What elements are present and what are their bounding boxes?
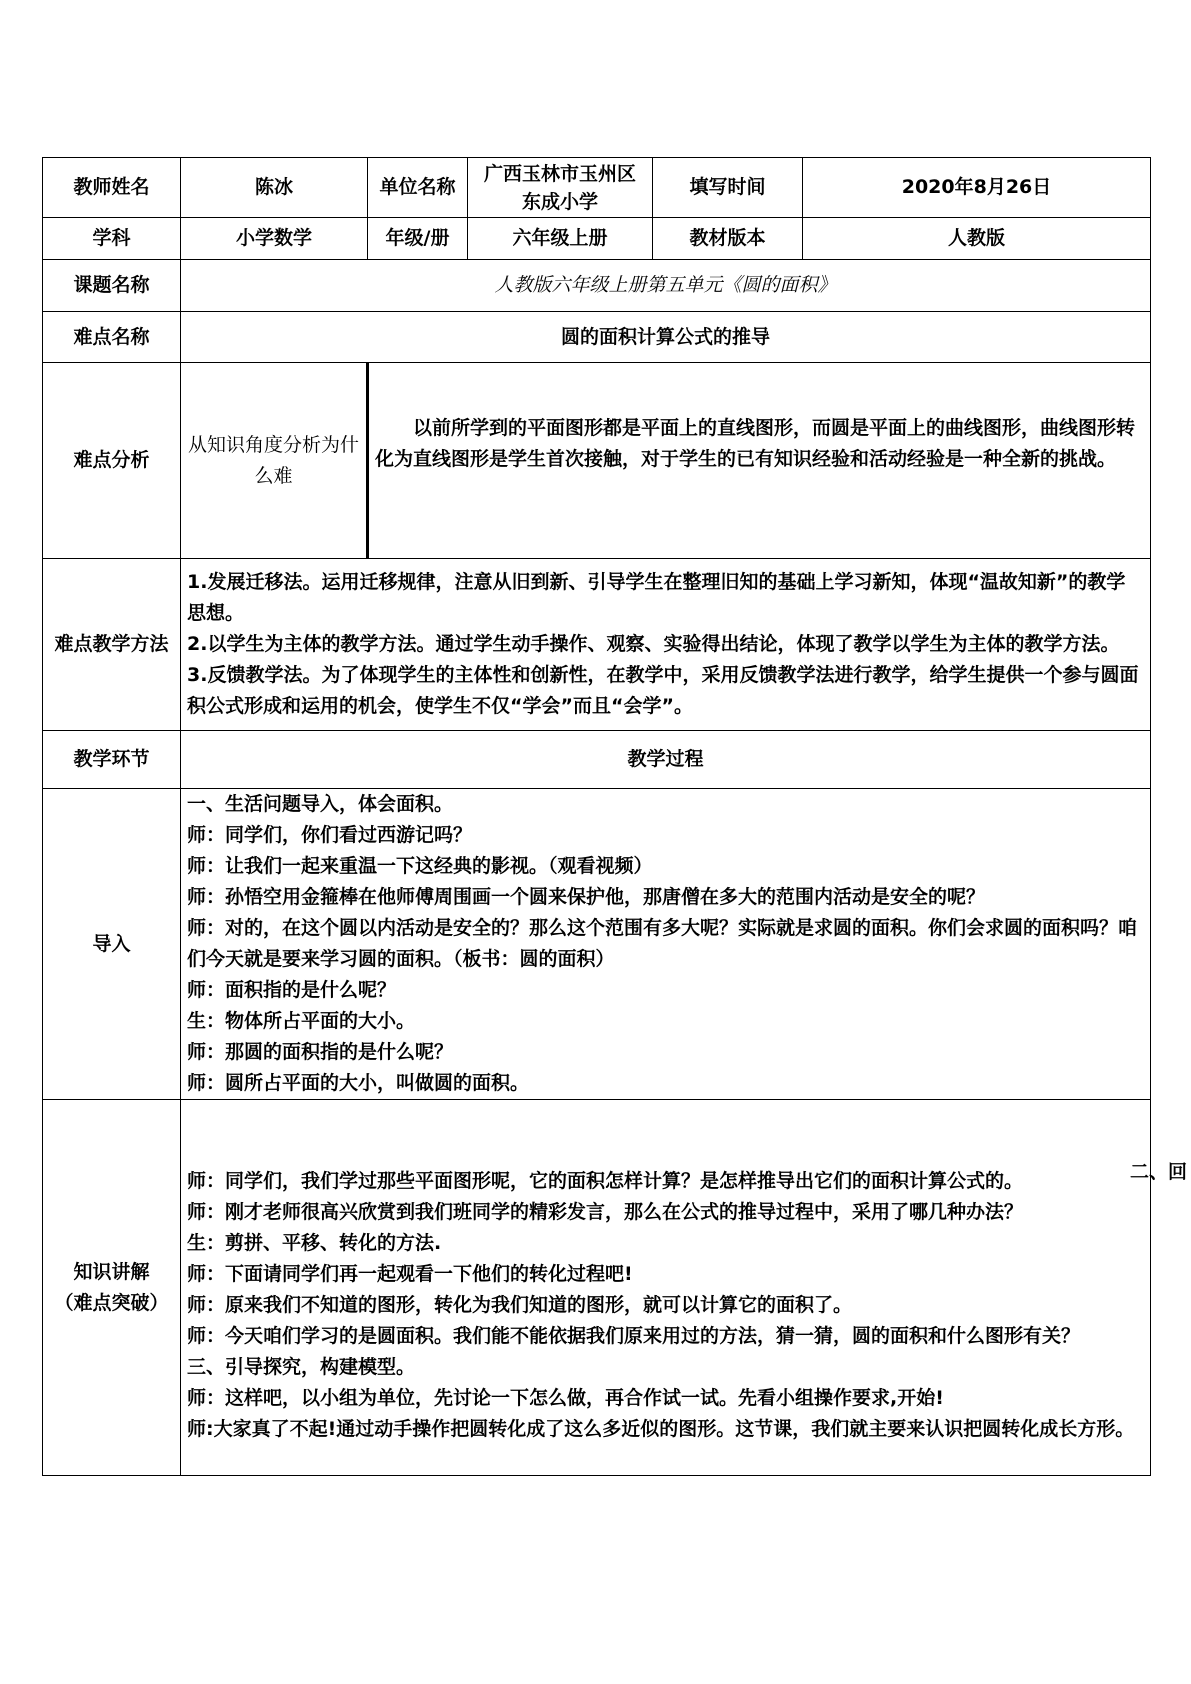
process-header-row (43, 731, 1151, 789)
teacher-value: 陈冰 (181, 158, 368, 218)
intro-line-9: 师：圆所占平面的大小，叫做圆的面积。 (187, 1072, 530, 1094)
knowledge-line-1: 师：同学们，我们学过那些平面图形呢，它的面积怎样计算？是怎样推导出它们的面积计算公式的。 (187, 1170, 1024, 1192)
header-row-2 (43, 218, 1151, 260)
knowledge-line-3: 生：剪拼、平移、转化的方法. (187, 1232, 442, 1254)
topic-value: 人教版六年级上册第五单元《圆的面积》 (181, 260, 1151, 312)
knowledge-line-4: 师：下面请同学们再一起观看一下他们的转化过程吧! (187, 1263, 633, 1285)
intro-line-6: 师：面积指的是什么呢？ (187, 979, 397, 1001)
topic-row (43, 260, 1151, 312)
date-value: 2020年8月26日 (803, 158, 1151, 218)
subject-label: 学科 (43, 218, 181, 260)
analysis-sub-label: 从知识角度分析为什么难 (181, 363, 368, 559)
intro-body (181, 789, 1151, 1100)
analysis-row (43, 363, 1151, 559)
unit-value-line2: 东成小学 (521, 190, 598, 213)
intro-line-4: 师：孙悟空用金箍棒在他师傅周围画一个圆来保护他，那唐僧在多大的范围内活动是安全的呢？ (187, 886, 986, 908)
knowledge-line-5: 师：原来我们不知道的图形，转化为我们知道的图形，就可以计算它的面积了。 (187, 1294, 853, 1316)
intro-label: 导入 (43, 789, 181, 1100)
method-line-1: 1.发展迁移法。运用迁移规律，注意从旧到新、引导学生在整理旧知的基础上学习新知，体现“温故知新”的教学思想。 (187, 571, 1126, 624)
date-label: 填写时间 (653, 158, 803, 218)
knowledge-label-line2: （难点突破） (54, 1291, 169, 1314)
analysis-paragraph: 以前所学到的平面图形都是平面上的直线图形，而圆是平面上的曲线图形，曲线图形转化为直线图形是学生首次接触，对于学生的已有知识经验和活动经验是一种全新的挑战。 (375, 417, 1136, 470)
intro-line-3: 师：让我们一起来重温一下这经典的影视。（观看视频） (187, 855, 653, 877)
intro-line-5: 师：对的，在这个圆以内活动是安全的？那么这个范围有多大呢？实际就是求圆的面积。你们会求圆的面积吗？咱们今天就是要来学习圆的面积。（板书：圆的面积） (187, 917, 1138, 970)
subject-value: 小学数学 (181, 218, 368, 260)
knowledge-line-8: 师：这样吧，以小组为单位，先讨论一下怎么做，再合作试一试。先看小组操作要求,开始! (187, 1387, 944, 1409)
difficulty-value: 圆的面积计算公式的推导 (181, 312, 1151, 363)
intro-line-1: 一、生活问题导入，体会面积。 (187, 793, 454, 815)
methods-label: 难点教学方法 (43, 559, 181, 731)
header-row-1 (43, 158, 1151, 218)
intro-line-2: 师：同学们，你们看过西游记吗？ (187, 824, 473, 846)
knowledge-label-line1: 知识讲解 (73, 1260, 150, 1283)
knowledge-line-2: 师：刚才老师很高兴欣赏到我们班同学的精彩发言，那么在公式的推导过程中，采用了哪几种办法？ (187, 1201, 1024, 1223)
edition-value: 人教版 (803, 218, 1151, 260)
analysis-label: 难点分析 (43, 363, 181, 559)
edition-label: 教材版本 (653, 218, 803, 260)
knowledge-row (43, 1100, 1151, 1476)
knowledge-overflow-text: 二、回 (1130, 1161, 1188, 1183)
knowledge-line-9: 师:大家真了不起!通过动手操作把圆转化成了这么多近似的图形。这节课，我们就主要来认识把圆转化成长方形。 (187, 1418, 1135, 1440)
intro-line-8: 师：那圆的面积指的是什么呢？ (187, 1041, 454, 1063)
knowledge-body (181, 1100, 1151, 1476)
unit-value (468, 158, 653, 218)
grade-label: 年级/册 (368, 218, 468, 260)
method-line-3: 3.反馈教学法。为了体现学生的主体性和创新性，在教学中，采用反馈教学法进行教学，给学生提供一个参与圆面积公式形成和运用的机会，使学生不仅“学会”而且“会学”。 (187, 664, 1139, 717)
difficulty-label: 难点名称 (43, 312, 181, 363)
intro-row (43, 789, 1151, 1100)
knowledge-line-7: 三、引导探究，构建模型。 (187, 1356, 416, 1378)
methods-row (43, 559, 1151, 731)
grade-value: 六年级上册 (468, 218, 653, 260)
difficulty-row (43, 312, 1151, 363)
process-label: 教学环节 (43, 731, 181, 789)
knowledge-label (43, 1100, 181, 1476)
knowledge-line-6: 师：今天咱们学习的是圆面积。我们能不能依据我们原来用过的方法，猜一猜，圆的面积和什么图形有关？ (187, 1325, 1081, 1347)
process-value: 教学过程 (181, 731, 1151, 789)
lesson-plan-table (42, 157, 1151, 1476)
method-line-2: 2.以学生为主体的教学方法。通过学生动手操作、观察、实验得出结论，体现了教学以学生为主体的教学方法。 (187, 633, 1120, 655)
methods-body (181, 559, 1151, 731)
intro-line-7: 生：物体所占平面的大小。 (187, 1010, 416, 1032)
teacher-label: 教师姓名 (43, 158, 181, 218)
unit-value-line1: 广西玉林市玉州区 (483, 162, 636, 185)
topic-label: 课题名称 (43, 260, 181, 312)
analysis-text (368, 363, 1151, 559)
unit-label: 单位名称 (368, 158, 468, 218)
